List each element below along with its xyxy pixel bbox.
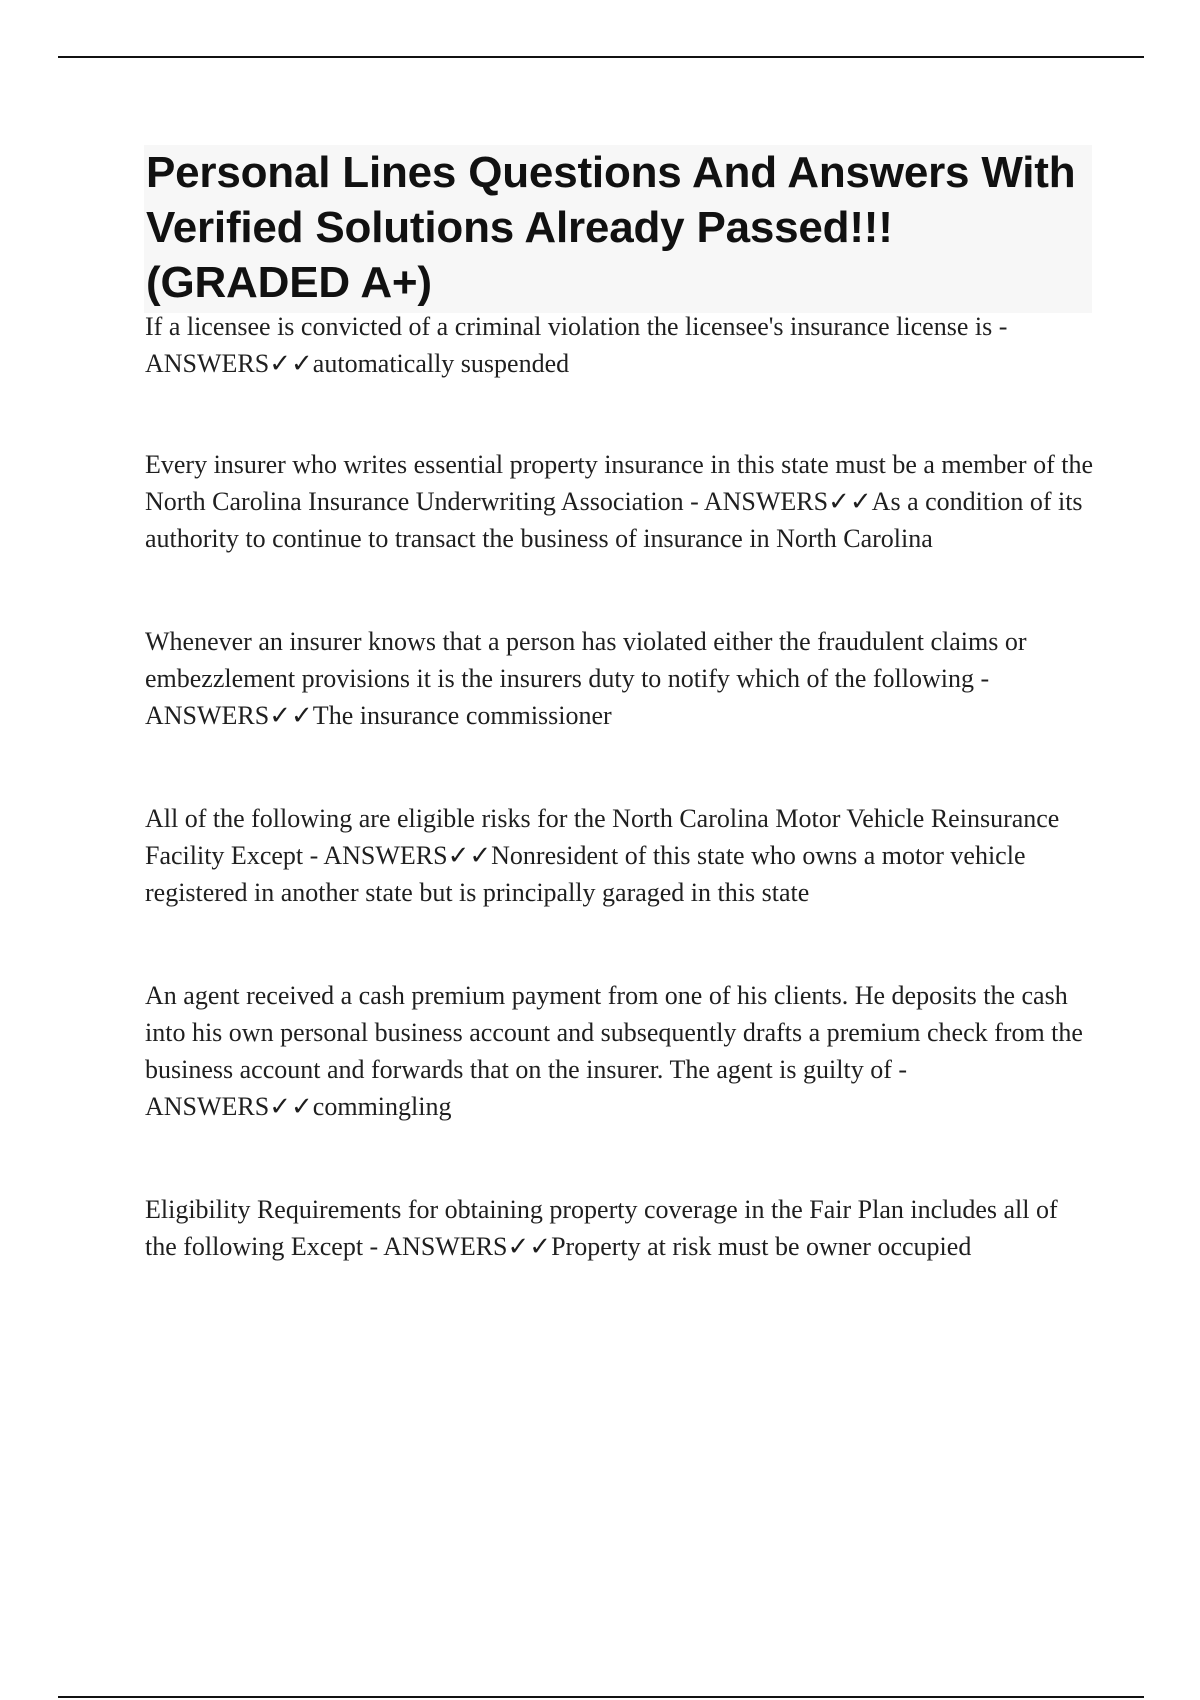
qa-item: An agent received a cash premium payment from one of his clients. He deposits the cash into his own personal business account and subsequently drafts a premium check from the business account and forwards that on the insurer. The agent is guilty of - ANSWERS✓✓commingling [145,981,1083,1121]
document-title: Personal Lines Questions And Answers With Verified Solutions Already Passed!!!(GRADED A+) [146,148,1076,307]
qa-item: All of the following are eligible risks for the North Carolina Motor Vehicle Reinsurance Facility Except - ANSWERS✓✓Nonresident of this state who owns a motor vehicle registered in another state but is principally garaged in this state [145,804,1060,907]
qa-item: Eligibility Requirements for obtaining property coverage in the Fair Plan includes all of the following Except - ANSWERS✓✓Property at risk must be owner occupied [145,1195,1058,1261]
qa-item: Whenever an insurer knows that a person has violated either the fraudulent claims or embezzlement provisions it is the insurers duty to notify which of the following - ANSWERS✓✓The insurance commissioner [145,627,1027,730]
footer-rule [58,1696,1144,1698]
title-block [144,145,1092,313]
qa-item: If a licensee is convicted of a criminal violation the licensee's insurance license is - ANSWERS✓✓automatically suspended [145,312,1008,378]
header-rule [58,56,1144,58]
qa-list [145,308,1095,1331]
qa-item: Every insurer who writes essential property insurance in this state must be a member of the North Carolina Insurance Underwriting Association - ANSWERS✓✓As a condition of its authority to continue to transact the business of insurance in North Carolina [145,450,1094,553]
